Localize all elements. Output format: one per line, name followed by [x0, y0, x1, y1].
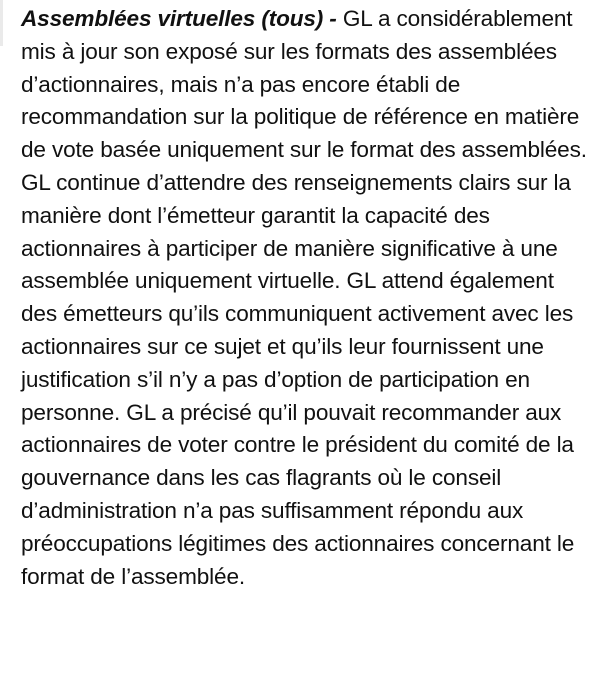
paragraph-body-text: GL a considérablement mis à jour son exposé sur les formats des assemblées d’actionnaires, mais n’a pas encore établi de recommandation sur la politique de référence en matière de vote basée uniquement sur le format des assemblées. GL continue d’attendre des renseignements clairs sur la manière dont l’émetteur garantit la capacité des actionnaires à participer de manière significative à une assemblée uniquement virtuelle. GL attend également des émetteurs qu’ils communiquent activement avec les actionnaires sur ce sujet et qu’ils leur fournissent une justification s’il n’y a pas d’option de participation en personne. GL a précisé qu’il pouvait recommander aux actionnaires de voter contre le président du comité de la gouvernance dans les cas flagrants où le conseil d’administration n’a pas suffisamment répondu aux préoccupations légitimes des actionnaires concernant le format de l’assemblée.	[21, 6, 587, 589]
paragraph-lead-heading: Assemblées virtuelles (tous) -	[21, 6, 337, 31]
virtual-meetings-paragraph	[21, 3, 589, 593]
left-margin-rule	[0, 0, 3, 46]
